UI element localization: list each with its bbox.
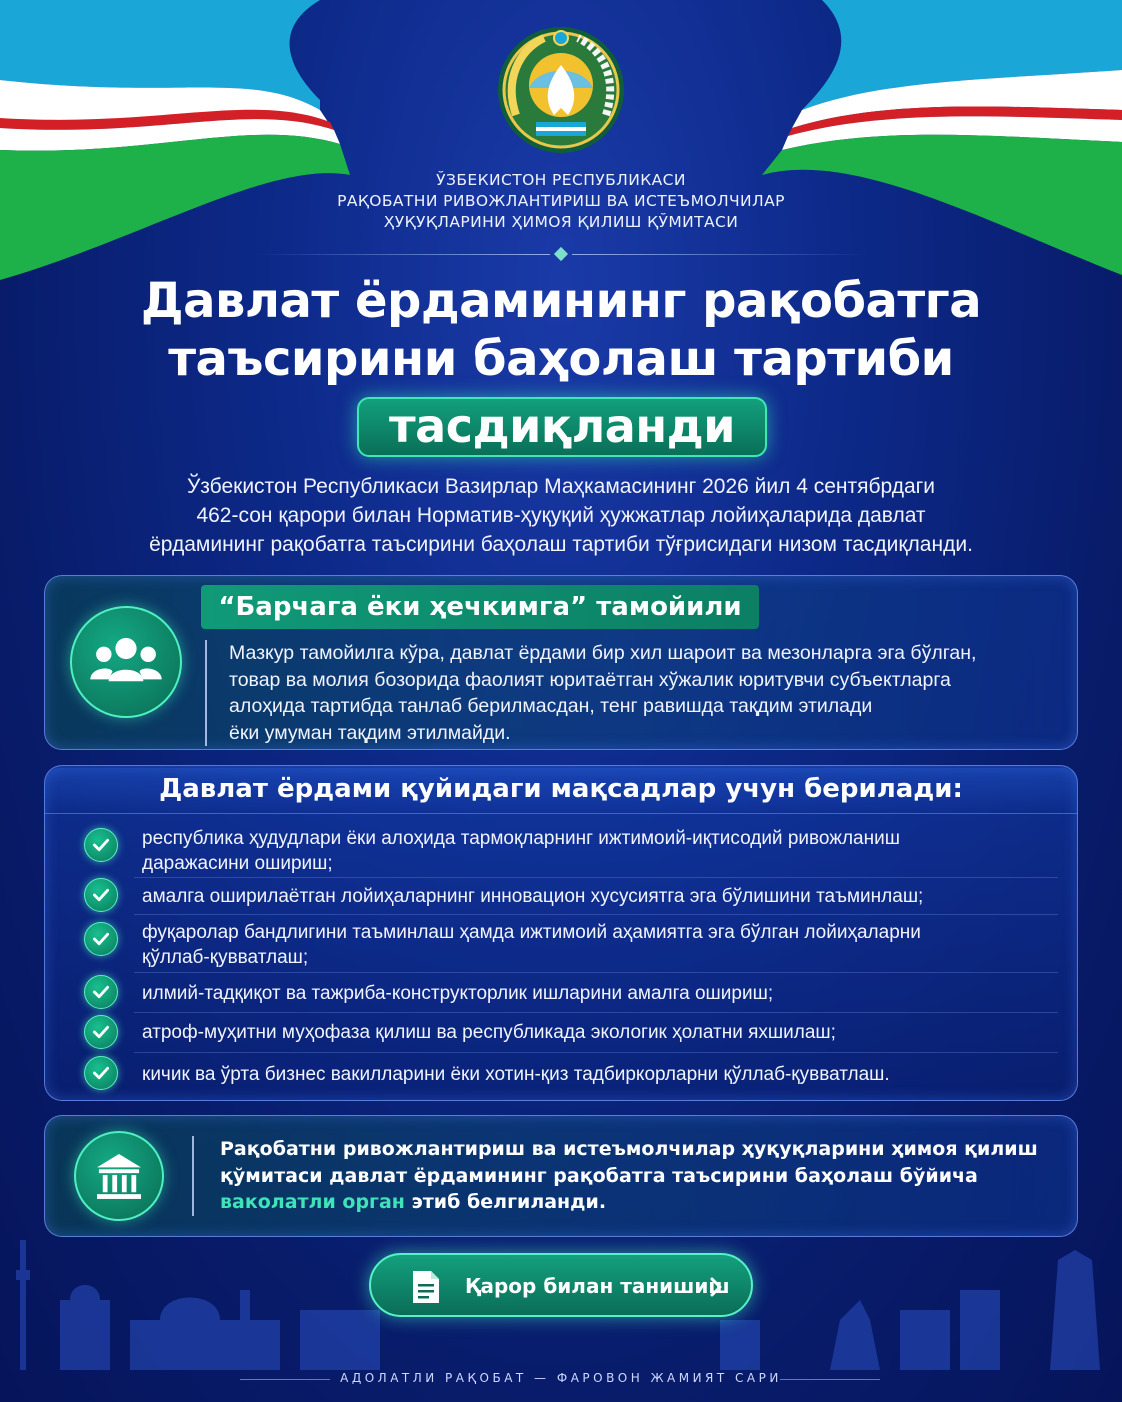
goal-6-line-1: кичик ва ўрта бизнес вакилларини ёки хотин-қиз тадбиркорларни қўллаб-қувватлаш. xyxy=(142,1064,890,1085)
uzbek-flag-right xyxy=(762,0,1122,280)
goal-4-line-1: илмий-тадқиқот ва тажриба-конструкторлик ишларини амалга ошириш; xyxy=(142,983,774,1004)
intro-line-1: Ўзбекистон Республикаси Вазирлар Маҳкамасининг 2026 йил 4 сентябрдаги xyxy=(186,475,936,498)
authority-line-2: қўмитаси давлат ёрдамининг рақобатга таъсирини баҳолаш бўйича xyxy=(220,1164,978,1187)
check-circle-icon xyxy=(84,975,118,1009)
page-title xyxy=(0,272,1122,388)
goal-5-line-1: атроф-муҳитни муҳофаза қилиш ва республикада экологик ҳолатни яхшилаш; xyxy=(142,1022,836,1043)
principle-line-2: товар ва молия бозорида фаолият юритаётган хўжалик юритувчи субъектларга xyxy=(229,668,951,691)
org-line-3: ҲУҚУҚЛАРИНИ ҲИМОЯ ҚИЛИШ ҚЎМИТАСИ xyxy=(383,213,739,231)
title-line-1: Давлат ёрдамининг рақобатга xyxy=(140,273,982,329)
goal-1-line-2: даражасини ошириш; xyxy=(142,853,333,874)
org-line-2: РАҚОБАТНИ РИВОЖЛАНТИРИШ ВА ИСТЕЪМОЛЧИЛАР xyxy=(337,192,785,210)
authority-line-1: Рақобатни ривожлантириш ва истеъмолчилар ҳуқуқларини ҳимоя қилиш xyxy=(220,1138,1038,1160)
authority-line-3-rest: этиб белгиланди. xyxy=(404,1191,607,1213)
check-circle-icon xyxy=(84,922,118,956)
check-circle-icon xyxy=(84,1015,118,1049)
principle-title: “Барчага ёки ҳечкимга” тамойили xyxy=(201,585,759,629)
check-circle-icon xyxy=(84,1056,118,1090)
org-line-1: ЎЗБЕКИСТОН РЕСПУБЛИКАСИ xyxy=(436,171,686,189)
people-group-icon xyxy=(70,606,182,718)
goal-1-line-1: республика ҳудудлари ёки алоҳида тармоқларнинг ижтимоий-иқтисодий ривожланиш xyxy=(142,828,900,849)
state-emblem xyxy=(494,20,628,160)
chevron-right-icon xyxy=(709,1276,723,1298)
check-circle-icon xyxy=(84,878,118,912)
goal-3-line-1: фуқаролар бандлигини таъминлаш ҳамда ижтимоий аҳамиятга эга бўлган лойиҳаларни xyxy=(142,922,921,943)
goals-title: Давлат ёрдами қуйидаги мақсадлар учун берилади: xyxy=(44,768,1078,814)
intro-line-2: 462-сон қарори билан Норматив-ҳуқуқий ҳужжатлар лойиҳаларида давлат xyxy=(196,504,926,527)
open-decree-button[interactable] xyxy=(369,1253,753,1317)
check-circle-icon xyxy=(84,828,118,862)
diamond-icon xyxy=(554,247,568,261)
principle-line-4: ёки умуман тақдим этилмайди. xyxy=(229,721,511,744)
goal-2-line-1: амалга оширилаётган лойиҳаларнинг инновацион хусусиятга эга бўлишини таъминлаш; xyxy=(142,886,924,907)
header-divider xyxy=(0,252,1122,258)
principle-line-3: алоҳида тартибда танлаб берилмасдан, тенг равишда тақдим этилади xyxy=(229,695,873,717)
authority-highlight: ваколатли орган xyxy=(220,1191,405,1213)
intro-line-3: ёрдамининг рақобатга таъсирини баҳолаш тартиби тўғрисидаги низом тасдиқланди. xyxy=(149,533,973,556)
uzbek-flag-left xyxy=(0,0,360,280)
document-icon xyxy=(411,1269,441,1305)
title-badge: тасдиқланди xyxy=(357,397,767,457)
organization-name xyxy=(0,170,1122,233)
title-line-2: таъсирини баҳолаш тартиби xyxy=(168,331,954,387)
footer-slogan: АДОЛАТЛИ РАҚОБАТ — ФАРОВОН ЖАМИЯТ САРИ xyxy=(340,1371,782,1385)
principle-description xyxy=(205,640,1065,746)
principle-line-1: Мазкур тамойилга кўра, давлат ёрдами бир хил шароит ва мезонларга эга бўлган, xyxy=(229,642,977,664)
open-decree-label: Қарор билан танишиш xyxy=(465,1274,730,1298)
goal-3-line-2: қўллаб-қувватлаш; xyxy=(142,947,309,968)
intro-paragraph xyxy=(0,472,1122,559)
